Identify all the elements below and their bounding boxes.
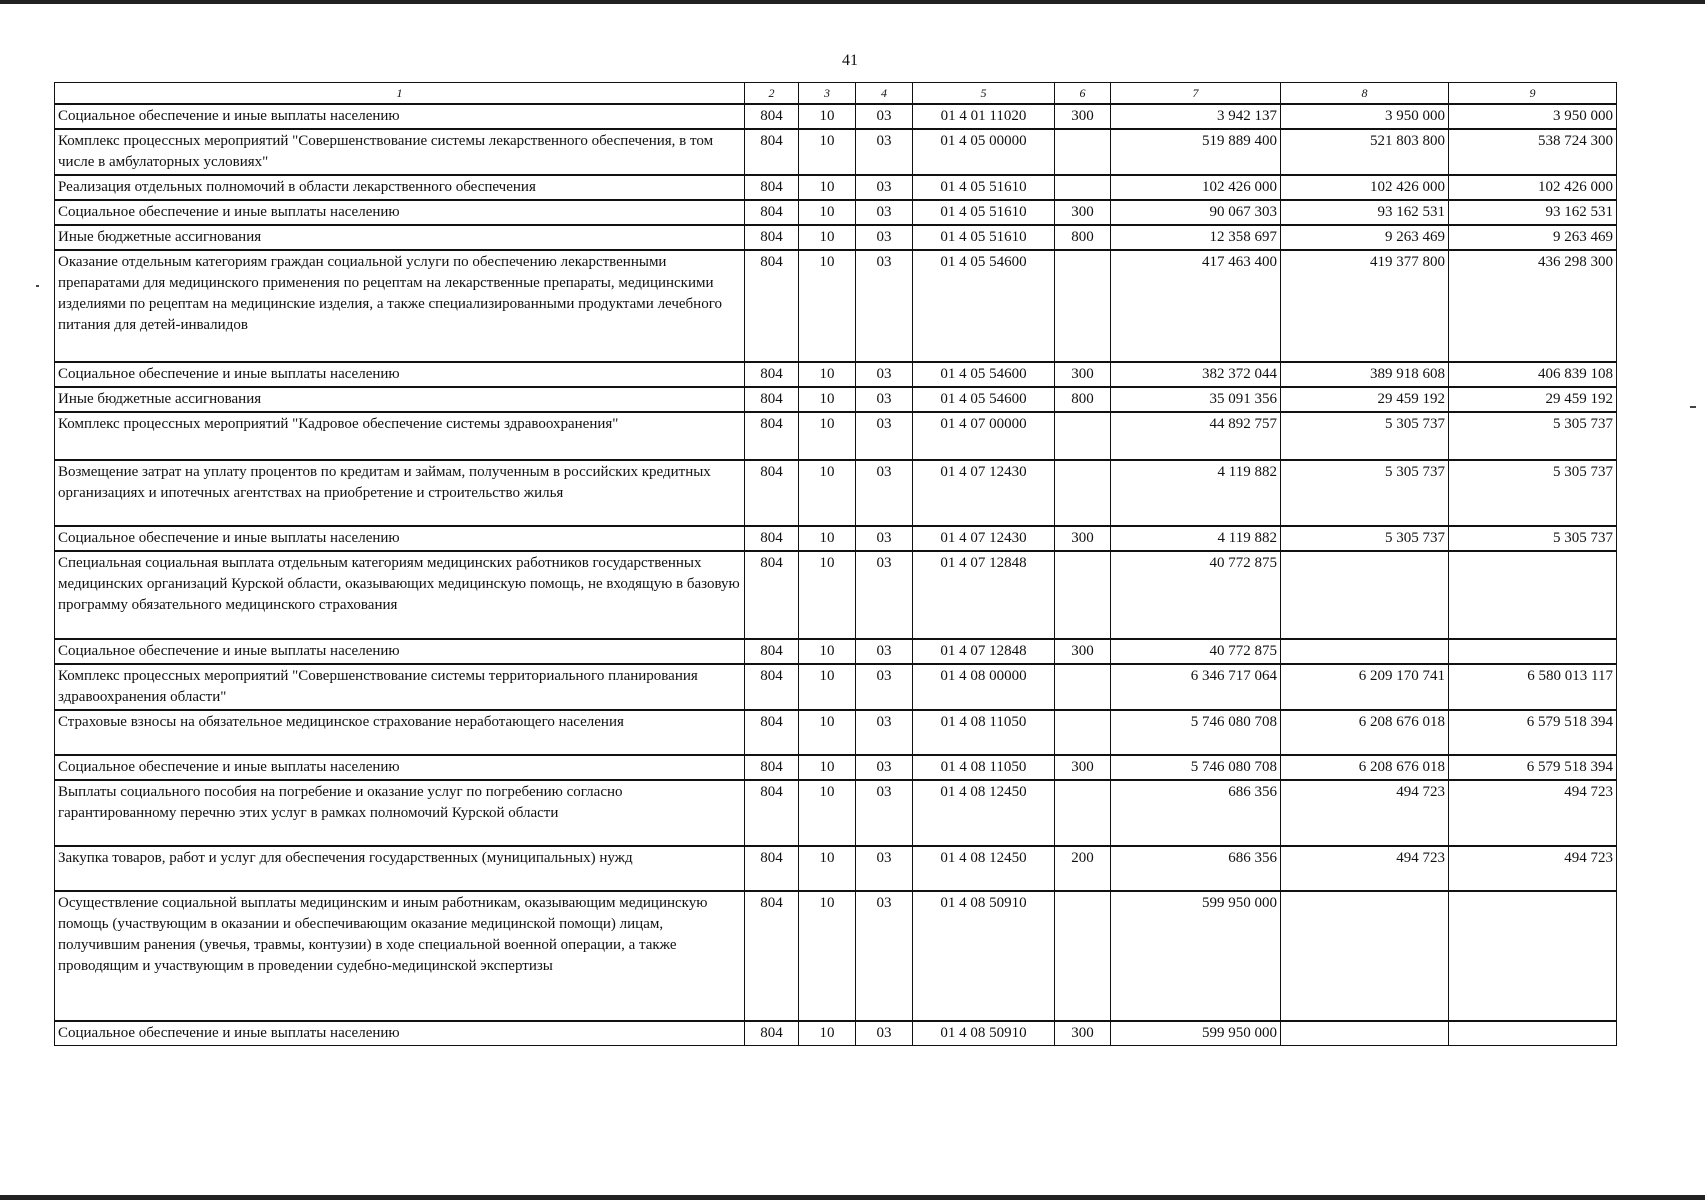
row-expense-type-cell: 200 [1055, 846, 1111, 891]
row-code-cell: 03 [856, 755, 913, 780]
row-code-cell: 03 [856, 891, 913, 1021]
row-code-cell: 804 [745, 710, 799, 755]
table-row [55, 200, 1617, 225]
page-number: 41 [842, 52, 858, 69]
row-name-cell: Оказание отдельным категориям граждан социальной услуги по обеспечению лекарственными препаратами для медицинского применения по рецептам на лекарственные препараты, медицинскими изделиями по рецептам на медицинские изделия, а также специализированными продуктами лечебного питания для детей-инвалидов [55, 250, 745, 362]
table-row [55, 755, 1617, 780]
row-amount-cell: 406 839 108 [1449, 362, 1617, 387]
row-target-code-cell: 01 4 05 51610 [913, 225, 1055, 250]
row-name-cell: Специальная социальная выплата отдельным категориям медицинских работников государственных медицинских организаций Курской области, оказывающих медицинскую помощь, не входящую в базовую программу обязательного медицинского страхования [55, 551, 745, 639]
row-amount-cell: 6 209 170 741 [1281, 664, 1449, 710]
table-row [55, 846, 1617, 891]
table-row [55, 175, 1617, 200]
row-expense-type-cell [1055, 129, 1111, 175]
row-amount-cell [1281, 891, 1449, 1021]
table-row [55, 780, 1617, 846]
row-code-cell: 804 [745, 1021, 799, 1046]
row-code-cell: 804 [745, 780, 799, 846]
row-amount-cell: 538 724 300 [1449, 129, 1617, 175]
table-row [55, 104, 1617, 129]
row-name-cell: Страховые взносы на обязательное медицинское страхование неработающего населения [55, 710, 745, 755]
row-amount-cell: 35 091 356 [1111, 387, 1281, 412]
row-amount-cell: 9 263 469 [1281, 225, 1449, 250]
row-code-cell: 804 [745, 104, 799, 129]
row-amount-cell [1281, 639, 1449, 664]
row-target-code-cell: 01 4 08 50910 [913, 891, 1055, 1021]
row-target-code-cell: 01 4 07 12430 [913, 526, 1055, 551]
row-target-code-cell: 01 4 07 00000 [913, 412, 1055, 460]
table-row [55, 412, 1617, 460]
row-code-cell: 804 [745, 460, 799, 526]
row-expense-type-cell [1055, 551, 1111, 639]
row-code-cell: 03 [856, 175, 913, 200]
row-name-cell: Выплаты социального пособия на погребение и оказание услуг по погребению согласно гарантированному перечню этих услуг в рамках полномочий Курской области [55, 780, 745, 846]
scan-mark [36, 285, 39, 287]
row-amount-cell: 3 950 000 [1281, 104, 1449, 129]
row-code-cell: 804 [745, 639, 799, 664]
row-name-cell: Комплекс процессных мероприятий "Совершенствование системы лекарственного обеспечения, в том числе в амбулаторных условиях" [55, 129, 745, 175]
row-target-code-cell: 01 4 08 12450 [913, 846, 1055, 891]
row-name-cell: Социальное обеспечение и иные выплаты населению [55, 755, 745, 780]
row-amount-cell: 3 942 137 [1111, 104, 1281, 129]
row-code-cell: 804 [745, 200, 799, 225]
row-target-code-cell: 01 4 08 00000 [913, 664, 1055, 710]
row-amount-cell [1449, 639, 1617, 664]
row-amount-cell: 6 208 676 018 [1281, 710, 1449, 755]
row-code-cell: 804 [745, 526, 799, 551]
row-amount-cell: 419 377 800 [1281, 250, 1449, 362]
row-code-cell: 10 [799, 710, 856, 755]
row-amount-cell: 93 162 531 [1281, 200, 1449, 225]
row-amount-cell: 3 950 000 [1449, 104, 1617, 129]
row-amount-cell: 521 803 800 [1281, 129, 1449, 175]
row-amount-cell [1449, 551, 1617, 639]
row-amount-cell: 494 723 [1449, 846, 1617, 891]
row-amount-cell: 6 579 518 394 [1449, 710, 1617, 755]
row-code-cell: 804 [745, 891, 799, 1021]
scan-edge-top [0, 0, 1705, 4]
row-code-cell: 10 [799, 639, 856, 664]
row-code-cell: 10 [799, 780, 856, 846]
row-code-cell: 10 [799, 664, 856, 710]
row-target-code-cell: 01 4 08 11050 [913, 755, 1055, 780]
row-code-cell: 804 [745, 412, 799, 460]
row-amount-cell: 40 772 875 [1111, 639, 1281, 664]
row-expense-type-cell [1055, 412, 1111, 460]
table-row [55, 639, 1617, 664]
row-code-cell: 10 [799, 551, 856, 639]
row-expense-type-cell [1055, 175, 1111, 200]
row-amount-cell: 6 208 676 018 [1281, 755, 1449, 780]
row-amount-cell: 90 067 303 [1111, 200, 1281, 225]
row-amount-cell: 102 426 000 [1111, 175, 1281, 200]
row-expense-type-cell: 800 [1055, 387, 1111, 412]
row-amount-cell: 102 426 000 [1449, 175, 1617, 200]
column-number: 9 [1449, 83, 1617, 105]
row-target-code-cell: 01 4 05 54600 [913, 362, 1055, 387]
row-amount-cell [1449, 1021, 1617, 1046]
row-amount-cell: 93 162 531 [1449, 200, 1617, 225]
row-name-cell: Возмещение затрат на уплату процентов по кредитам и займам, полученным в российских кредитных организациях и ипотечных агентствах на приобретение и строительство жилья [55, 460, 745, 526]
row-amount-cell: 6 346 717 064 [1111, 664, 1281, 710]
row-code-cell: 10 [799, 846, 856, 891]
row-target-code-cell: 01 4 05 00000 [913, 129, 1055, 175]
table-row [55, 526, 1617, 551]
row-name-cell: Комплекс процессных мероприятий "Совершенствование системы территориального планирования здравоохранения области" [55, 664, 745, 710]
row-amount-cell: 5 305 737 [1449, 460, 1617, 526]
row-amount-cell: 494 723 [1281, 846, 1449, 891]
budget-table [54, 82, 1617, 1046]
row-code-cell: 03 [856, 460, 913, 526]
row-amount-cell: 4 119 882 [1111, 460, 1281, 526]
row-code-cell: 03 [856, 639, 913, 664]
row-code-cell: 804 [745, 175, 799, 200]
row-name-cell: Социальное обеспечение и иные выплаты населению [55, 200, 745, 225]
row-amount-cell: 599 950 000 [1111, 891, 1281, 1021]
row-amount-cell: 382 372 044 [1111, 362, 1281, 387]
row-target-code-cell: 01 4 05 54600 [913, 250, 1055, 362]
row-amount-cell: 102 426 000 [1281, 175, 1449, 200]
column-number: 6 [1055, 83, 1111, 105]
row-name-cell: Социальное обеспечение и иные выплаты населению [55, 526, 745, 551]
column-number-row [55, 83, 1617, 105]
row-expense-type-cell: 300 [1055, 362, 1111, 387]
row-amount-cell: 599 950 000 [1111, 1021, 1281, 1046]
table-row [55, 460, 1617, 526]
row-name-cell: Социальное обеспечение и иные выплаты населению [55, 639, 745, 664]
row-amount-cell: 5 305 737 [1281, 412, 1449, 460]
row-code-cell: 804 [745, 551, 799, 639]
row-code-cell: 03 [856, 710, 913, 755]
row-target-code-cell: 01 4 05 54600 [913, 387, 1055, 412]
row-code-cell: 03 [856, 104, 913, 129]
column-number: 5 [913, 83, 1055, 105]
table-row [55, 250, 1617, 362]
row-amount-cell: 6 580 013 117 [1449, 664, 1617, 710]
row-amount-cell: 12 358 697 [1111, 225, 1281, 250]
row-code-cell: 10 [799, 250, 856, 362]
table-row [55, 891, 1617, 1021]
row-amount-cell: 5 305 737 [1449, 526, 1617, 551]
row-code-cell: 03 [856, 225, 913, 250]
row-code-cell: 03 [856, 526, 913, 551]
row-target-code-cell: 01 4 07 12430 [913, 460, 1055, 526]
row-code-cell: 10 [799, 412, 856, 460]
row-expense-type-cell [1055, 250, 1111, 362]
row-target-code-cell: 01 4 08 50910 [913, 1021, 1055, 1046]
row-amount-cell: 4 119 882 [1111, 526, 1281, 551]
row-amount-cell: 686 356 [1111, 846, 1281, 891]
row-amount-cell [1449, 891, 1617, 1021]
row-code-cell: 10 [799, 362, 856, 387]
row-expense-type-cell [1055, 710, 1111, 755]
row-code-cell: 804 [745, 129, 799, 175]
row-code-cell: 804 [745, 664, 799, 710]
row-code-cell: 10 [799, 460, 856, 526]
row-amount-cell: 686 356 [1111, 780, 1281, 846]
row-code-cell: 03 [856, 412, 913, 460]
row-expense-type-cell: 800 [1055, 225, 1111, 250]
row-amount-cell: 6 579 518 394 [1449, 755, 1617, 780]
row-code-cell: 03 [856, 387, 913, 412]
row-expense-type-cell [1055, 460, 1111, 526]
row-amount-cell: 9 263 469 [1449, 225, 1617, 250]
row-name-cell: Осуществление социальной выплаты медицинским и иным работникам, оказывающим медицинскую помощь (участвующим в оказании и обеспечивающим оказание медицинской помощи) лицам, получившим ранения (увечья, травмы, контузии) в ходе специальной военной операции, а также проводящим и участвующим в проведении судебно-медицинской экспертизы [55, 891, 745, 1021]
row-code-cell: 804 [745, 755, 799, 780]
row-amount-cell: 40 772 875 [1111, 551, 1281, 639]
row-code-cell: 804 [745, 362, 799, 387]
table-row [55, 129, 1617, 175]
row-expense-type-cell: 300 [1055, 1021, 1111, 1046]
row-amount-cell: 5 305 737 [1281, 526, 1449, 551]
scan-mark [1690, 406, 1696, 408]
row-code-cell: 10 [799, 175, 856, 200]
row-target-code-cell: 01 4 07 12848 [913, 639, 1055, 664]
row-expense-type-cell: 300 [1055, 526, 1111, 551]
row-expense-type-cell: 300 [1055, 755, 1111, 780]
table-row [55, 387, 1617, 412]
row-code-cell: 804 [745, 250, 799, 362]
row-code-cell: 03 [856, 362, 913, 387]
column-number: 1 [55, 83, 745, 105]
row-code-cell: 03 [856, 129, 913, 175]
row-target-code-cell: 01 4 08 11050 [913, 710, 1055, 755]
row-amount-cell: 5 746 080 708 [1111, 755, 1281, 780]
row-target-code-cell: 01 4 01 11020 [913, 104, 1055, 129]
row-code-cell: 10 [799, 526, 856, 551]
row-target-code-cell: 01 4 08 12450 [913, 780, 1055, 846]
row-name-cell: Реализация отдельных полномочий в области лекарственного обеспечения [55, 175, 745, 200]
row-amount-cell: 5 305 737 [1281, 460, 1449, 526]
row-code-cell: 10 [799, 387, 856, 412]
row-code-cell: 03 [856, 846, 913, 891]
row-name-cell: Социальное обеспечение и иные выплаты населению [55, 362, 745, 387]
column-number: 7 [1111, 83, 1281, 105]
row-code-cell: 10 [799, 129, 856, 175]
row-name-cell: Закупка товаров, работ и услуг для обеспечения государственных (муниципальных) нужд [55, 846, 745, 891]
row-amount-cell: 29 459 192 [1449, 387, 1617, 412]
row-name-cell: Социальное обеспечение и иные выплаты населению [55, 104, 745, 129]
row-amount-cell: 389 918 608 [1281, 362, 1449, 387]
row-amount-cell: 519 889 400 [1111, 129, 1281, 175]
table-row [55, 551, 1617, 639]
row-amount-cell: 5 746 080 708 [1111, 710, 1281, 755]
row-code-cell: 03 [856, 780, 913, 846]
row-amount-cell: 494 723 [1449, 780, 1617, 846]
table-body [55, 104, 1617, 1046]
row-code-cell: 10 [799, 891, 856, 1021]
table-row [55, 225, 1617, 250]
row-amount-cell: 29 459 192 [1281, 387, 1449, 412]
row-code-cell: 03 [856, 664, 913, 710]
row-amount-cell: 494 723 [1281, 780, 1449, 846]
table-row [55, 1021, 1617, 1046]
row-code-cell: 804 [745, 846, 799, 891]
row-code-cell: 03 [856, 200, 913, 225]
table-row [55, 664, 1617, 710]
column-number: 2 [745, 83, 799, 105]
row-expense-type-cell: 300 [1055, 200, 1111, 225]
row-expense-type-cell: 300 [1055, 639, 1111, 664]
row-amount-cell [1281, 1021, 1449, 1046]
row-name-cell: Комплекс процессных мероприятий "Кадровое обеспечение системы здравоохранения" [55, 412, 745, 460]
row-name-cell: Социальное обеспечение и иные выплаты населению [55, 1021, 745, 1046]
row-expense-type-cell [1055, 664, 1111, 710]
row-target-code-cell: 01 4 05 51610 [913, 200, 1055, 225]
column-number: 3 [799, 83, 856, 105]
row-expense-type-cell: 300 [1055, 104, 1111, 129]
row-amount-cell: 5 305 737 [1449, 412, 1617, 460]
column-number: 4 [856, 83, 913, 105]
row-amount-cell: 436 298 300 [1449, 250, 1617, 362]
row-code-cell: 10 [799, 200, 856, 225]
row-amount-cell [1281, 551, 1449, 639]
row-amount-cell: 417 463 400 [1111, 250, 1281, 362]
table-row [55, 362, 1617, 387]
column-number: 8 [1281, 83, 1449, 105]
row-code-cell: 03 [856, 551, 913, 639]
row-target-code-cell: 01 4 07 12848 [913, 551, 1055, 639]
row-code-cell: 10 [799, 755, 856, 780]
row-code-cell: 03 [856, 250, 913, 362]
table-row [55, 710, 1617, 755]
row-code-cell: 804 [745, 225, 799, 250]
row-code-cell: 804 [745, 387, 799, 412]
row-code-cell: 10 [799, 104, 856, 129]
row-expense-type-cell [1055, 780, 1111, 846]
row-code-cell: 03 [856, 1021, 913, 1046]
row-code-cell: 10 [799, 1021, 856, 1046]
row-code-cell: 10 [799, 225, 856, 250]
row-target-code-cell: 01 4 05 51610 [913, 175, 1055, 200]
scan-edge-bottom [0, 1195, 1705, 1200]
row-name-cell: Иные бюджетные ассигнования [55, 387, 745, 412]
row-expense-type-cell [1055, 891, 1111, 1021]
row-name-cell: Иные бюджетные ассигнования [55, 225, 745, 250]
row-amount-cell: 44 892 757 [1111, 412, 1281, 460]
